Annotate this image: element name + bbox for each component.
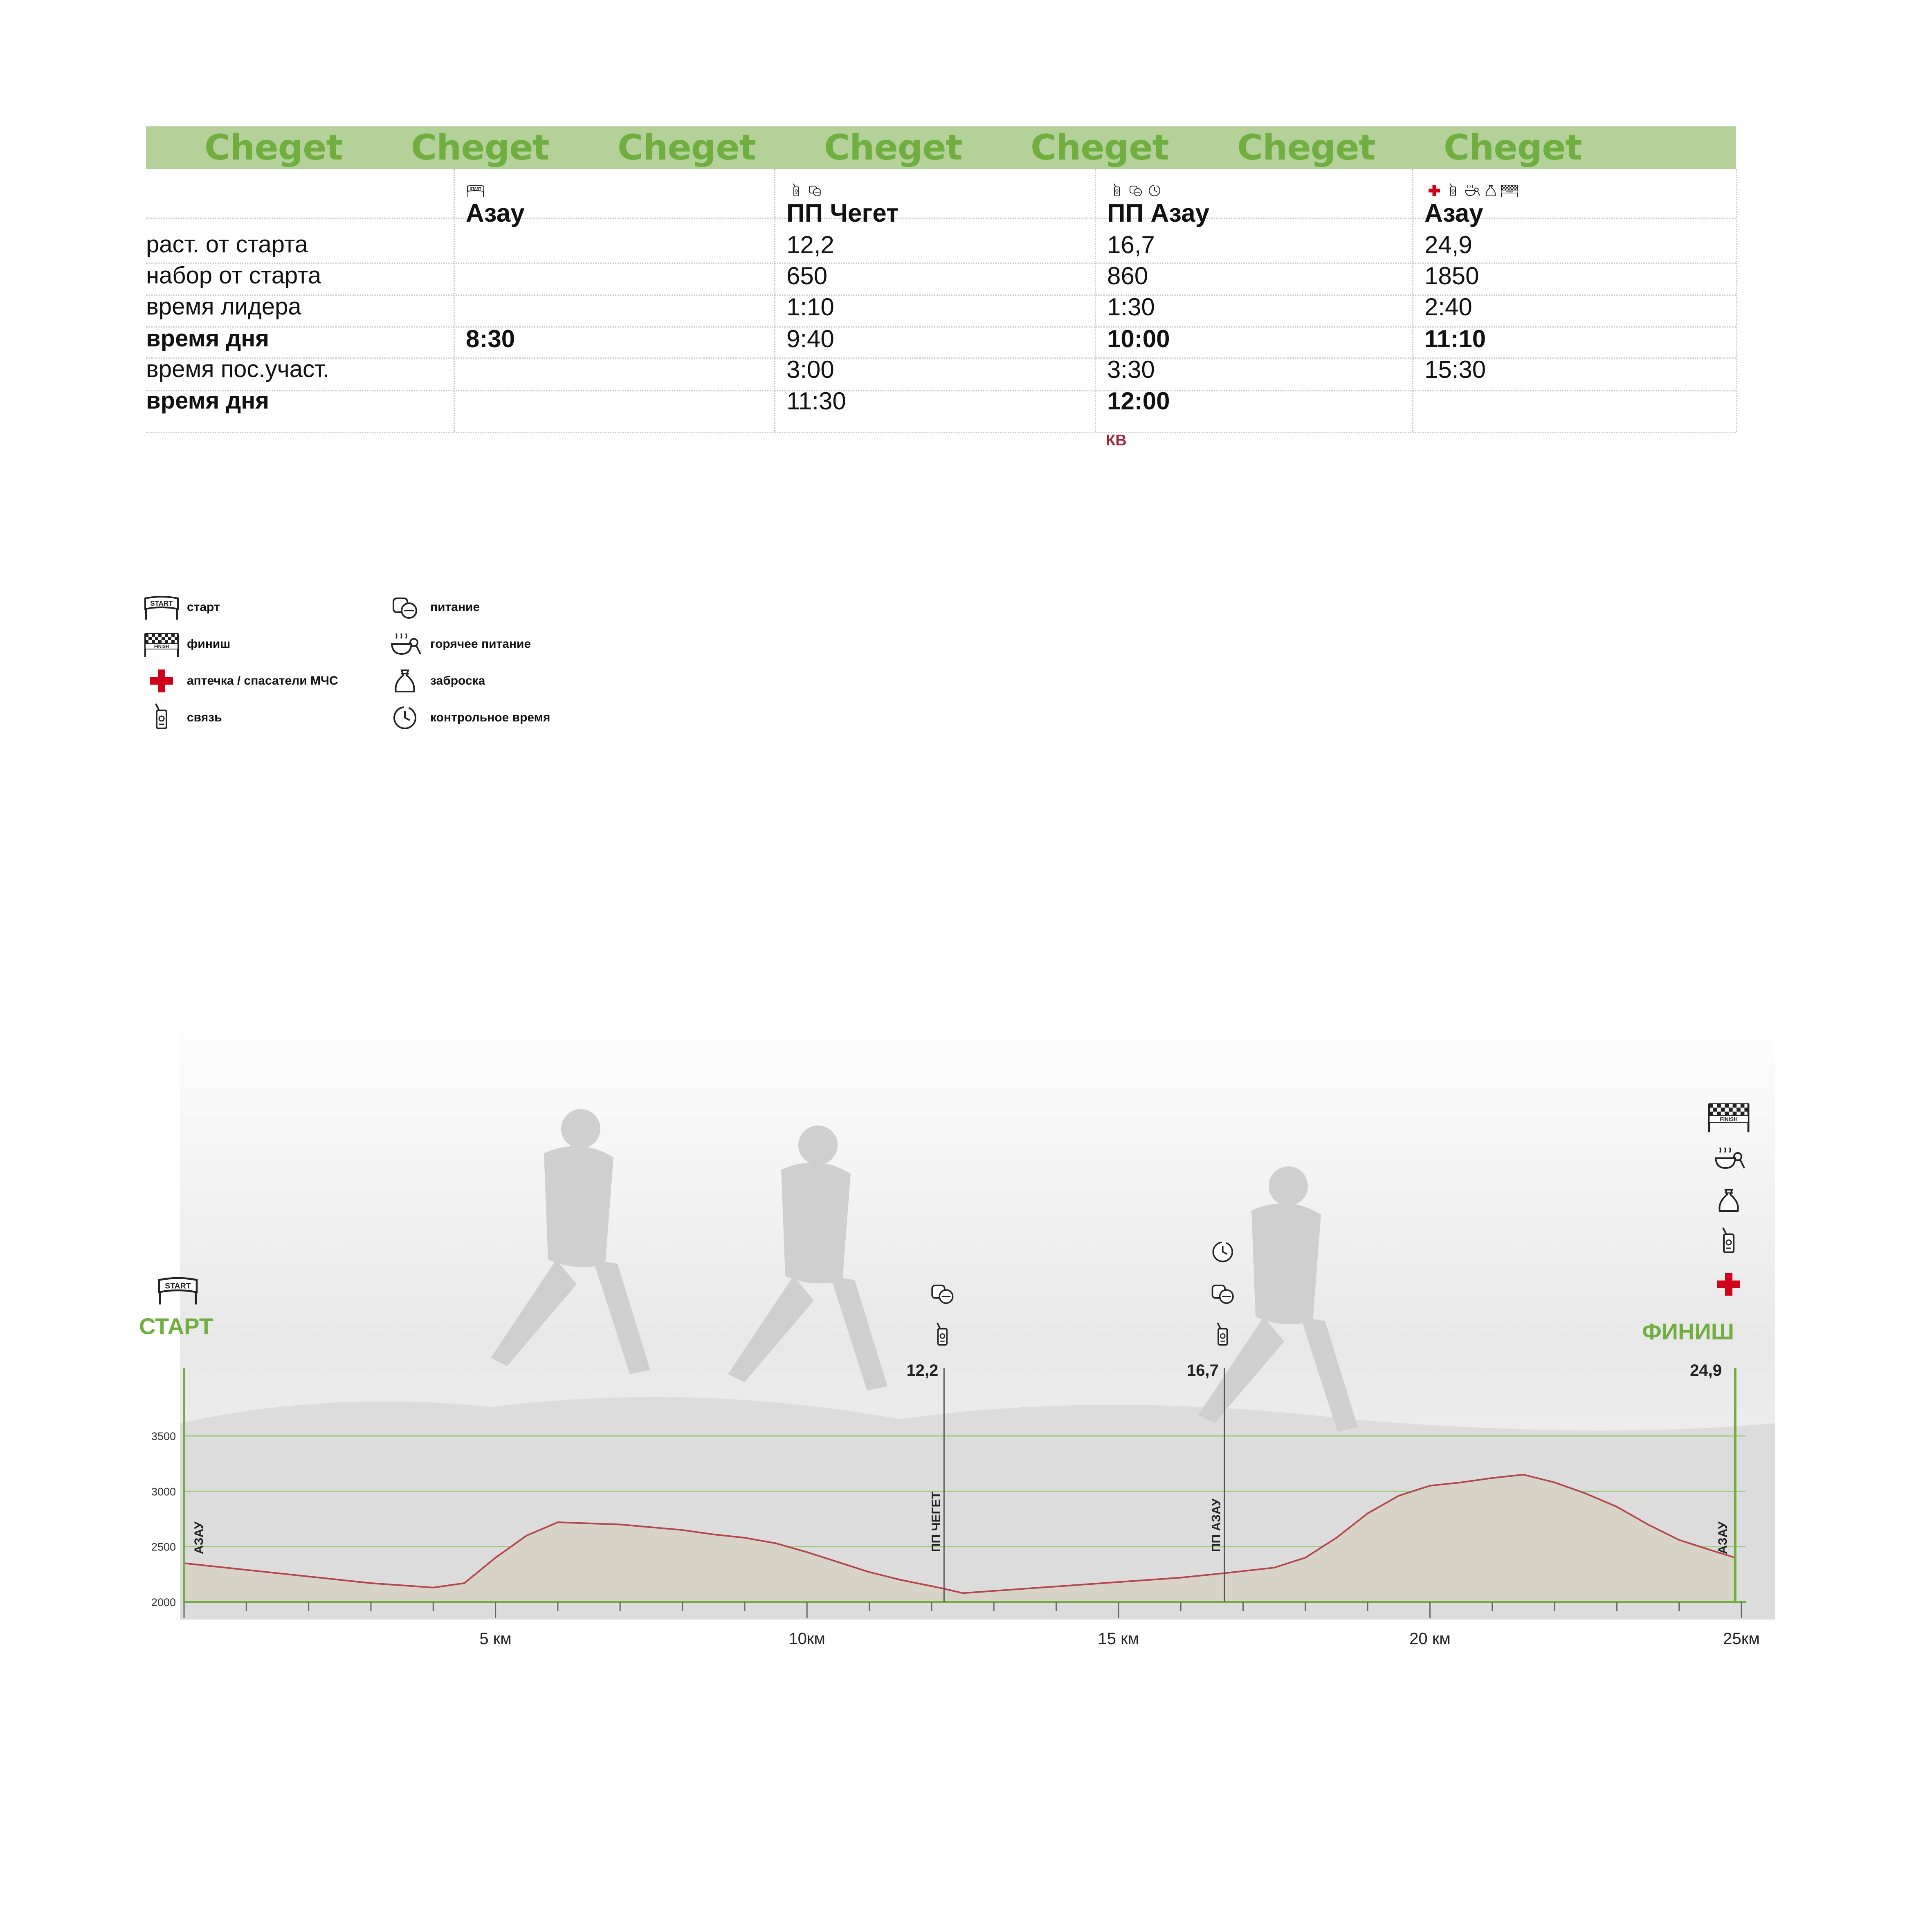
x-tick-label: 25км [1723,1630,1760,1648]
legend-label: питание [430,600,480,614]
band-word: Cheget [411,127,549,168]
table-cell: 8:30 [466,325,515,353]
table-cell: 15:30 [1424,356,1486,383]
table-cell: 650 [786,262,828,290]
start-label: СТАРТ [139,1313,213,1339]
legend-label: аптечка / спасатели МЧС [187,674,338,687]
table-cell: 12,2 [786,231,834,258]
legend-label: связь [187,711,222,724]
row-label: раст. от старта [146,231,308,258]
checkpoint-distance-label: 16,7 [1186,1361,1219,1379]
svg-text:START: START [470,186,481,191]
x-tick-label: 15 км [1098,1630,1139,1648]
band-word: Cheget [824,127,962,168]
svg-text:FINISH: FINISH [154,644,169,649]
finish-distance-label: 24,9 [1690,1361,1722,1379]
checkpoint-name-label: ПП ЧЕГЕТ [929,1492,943,1552]
table-cell: 860 [1107,262,1148,290]
svg-text:FINISH: FINISH [1505,191,1514,193]
band-word: Cheget [1444,127,1582,168]
station-name: Азау [466,199,525,227]
row-label: время дня [146,325,270,352]
x-tick-label: 20 км [1409,1630,1451,1648]
y-tick-label: 3000 [151,1485,176,1498]
band-word: Cheget [204,127,343,168]
legend-label: контрольное время [430,711,550,724]
svg-text:FINISH: FINISH [1720,1116,1738,1122]
start-place-label: АЗАУ [192,1521,206,1554]
clock-icon [1213,1242,1232,1262]
station-name: ПП Азау [1107,199,1210,227]
control-time-note: КВ [1106,432,1127,449]
table-cell: 16,7 [1107,231,1155,258]
table-cell: 11:30 [786,387,846,415]
table-cell: 10:00 [1107,325,1170,353]
finish-place-label: АЗАУ [1716,1521,1730,1554]
checkpoint-name-label: ПП АЗАУ [1209,1498,1223,1552]
station-name: ПП Чегет [786,199,899,227]
checkpoint-distance-label: 12,2 [906,1361,939,1379]
table-cell: 11:10 [1424,325,1486,353]
legend-label: заброска [430,674,485,687]
svg-text:START: START [150,600,173,607]
row-label: набор от старта [146,262,321,289]
x-tick-label: 5 км [479,1630,512,1648]
row-label: время лидера [146,293,301,320]
row-label: время дня [146,387,270,414]
table-cell: 1:30 [1107,293,1155,321]
table-cell: 12:00 [1107,387,1170,415]
legend-label: финиш [187,637,231,651]
table-cell: 3:30 [1107,356,1155,383]
table-cell: 1:10 [786,293,834,321]
band-word: Cheget [1237,127,1375,168]
y-tick-label: 2000 [151,1596,176,1609]
table-cell: 2:40 [1424,293,1472,321]
station-name: Азау [1424,199,1483,227]
table-cell: 3:00 [786,356,834,383]
band-word: Cheget [618,127,756,168]
finish-label: ФИНИШ [1642,1319,1734,1344]
band-word: Cheget [1031,127,1169,168]
table-cell: 9:40 [786,325,834,353]
legend-label: горячее питание [430,637,531,651]
svg-text:START: START [165,1281,191,1291]
x-tick-label: 10км [789,1630,825,1648]
table-cell: 24,9 [1424,231,1472,258]
y-tick-label: 3500 [151,1430,176,1442]
row-label: время пос.участ. [146,356,330,382]
table-cell: 1850 [1424,262,1479,290]
y-tick-label: 2500 [151,1541,176,1553]
legend-label: старт [187,600,220,614]
